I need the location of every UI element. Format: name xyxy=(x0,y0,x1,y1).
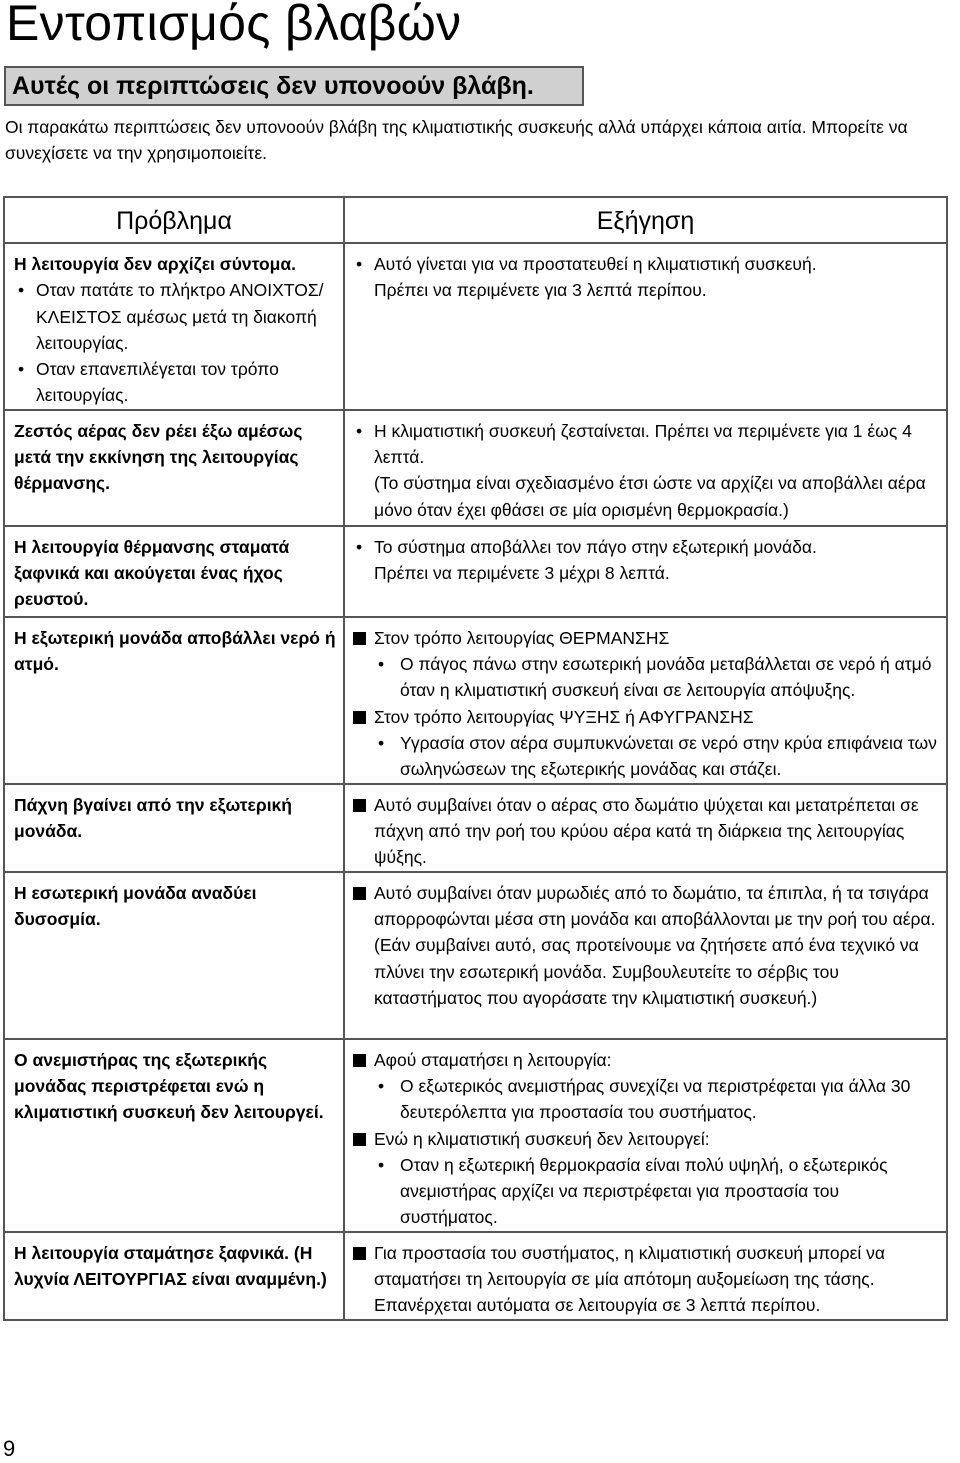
problem-text: Ζεστός αέρας δεν ρέει έξω αμέσως μετά την εκκίνηση της λειτουργίας θέρμανσης. xyxy=(14,420,303,494)
square-bullet-icon xyxy=(353,1054,366,1067)
explanation-bullet: • Το σύστημα αποβάλλει τον πάγο στην εξωτερική μονάδα. xyxy=(352,534,940,560)
problem-text: Ο ανεμιστήρας της εξωτερικής μονάδας περιστρέφεται ενώ η κλιματιστική συσκευή δεν λειτουργεί. xyxy=(14,1049,324,1123)
explanation-sub-bullet: • Ο πάγος πάνω στην εσωτερική μονάδα μεταβάλλεται σε νερό ή ατμό όταν η κλιματιστική συσκευή είναι σε λειτουργία απόψυξης. xyxy=(352,651,940,704)
problem-cell xyxy=(4,784,344,872)
problem-bullet: • Οταν επανεπιλέγεται τον τρόπο λειτουργίας. xyxy=(14,356,337,409)
square-bullet-icon xyxy=(353,711,366,724)
square-bullet-icon xyxy=(353,632,366,645)
explanation-bullet: • Η κλιματιστική συσκευή ζεσταίνεται. Πρέπει να περιμένετε για 1 έως 4 λεπτά. xyxy=(352,418,940,471)
problem-cell xyxy=(4,617,344,784)
explanation-section: Αφού σταματήσει η λειτουργία: xyxy=(352,1047,940,1073)
section-heading: Αυτές οι περιπτώσεις δεν υπονοούν βλάβη. xyxy=(4,66,584,106)
explanation-cell xyxy=(344,784,947,872)
table-header-row xyxy=(4,197,947,243)
explanation-section: Στον τρόπο λειτουργίας ΘΕΡΜΑΝΣΗΣ xyxy=(352,625,940,651)
troubleshooting-table xyxy=(3,196,948,1321)
problem-text: Η λειτουργία σταμάτησε ξαφνικά. (Η λυχνία ΛΕΙΤΟΥΡΓΙΑΣ είναι αναμμένη.) xyxy=(14,1242,327,1290)
problem-text: Πάχνη βγαίνει από την εξωτερική μονάδα. xyxy=(14,794,293,842)
intro-paragraph: Οι παρακάτω περιπτώσεις δεν υπονοούν βλάβη της κλιματιστικής συσκευής αλλά υπάρχει κάποια αιτία. Μπορείτε να συνεχίσετε να την χρησιμοποιείτε. xyxy=(5,117,908,163)
explanation-bullet: • Αυτό γίνεται για να προστατευθεί η κλιματιστική συσκευή. xyxy=(352,251,940,277)
explanation-section: Ενώ η κλιματιστική συσκευή δεν λειτουργεί: xyxy=(352,1126,940,1152)
table-row xyxy=(4,1039,947,1232)
table-row xyxy=(4,243,947,410)
explanation-cell xyxy=(344,872,947,1039)
explanation-text: (Εάν συμβαίνει αυτό, σας προτείνουμε να ζητήσετε από ένα τεχνικό να πλύνει την εσωτερική μονάδα. Συμβουλευτείτε το σέρβις του καταστήματος που αγοράσατε την κλιματιστική συσκευή.) xyxy=(374,935,919,1008)
bullet-icon: • xyxy=(378,1075,385,1096)
problem-cell xyxy=(4,243,344,410)
table-row xyxy=(4,872,947,1039)
explanation-sub-bullet: • Υγρασία στον αέρα συμπυκνώνεται σε νερό στην κρύα επιφάνεια των σωληνώσεων της εξωτερικής μονάδας και στάζει. xyxy=(352,730,940,783)
explanation-cell xyxy=(344,1039,947,1232)
explanation-cell xyxy=(344,243,947,410)
bullet-icon: • xyxy=(356,420,363,441)
bullet-icon: • xyxy=(378,732,385,753)
problem-cell xyxy=(4,1039,344,1232)
table-row xyxy=(4,1232,947,1320)
bullet-icon: • xyxy=(356,254,363,274)
problem-cell xyxy=(4,1232,344,1320)
bullet-icon: • xyxy=(18,359,25,380)
problem-cell xyxy=(4,872,344,1039)
header-problem: Πρόβλημα xyxy=(4,197,344,243)
explanation-cell xyxy=(344,526,947,617)
bullet-icon: • xyxy=(378,654,385,675)
problem-bullet: • Οταν πατάτε το πλήκτρο ΑΝΟΙΧΤΟΣ/ΚΛΕΙΣΤΟΣ αμέσως μετά τη διακοπή λειτουργίας. xyxy=(14,277,337,356)
explanation-cell xyxy=(344,1232,947,1320)
page-number: 9 xyxy=(3,1436,16,1461)
explanation-section: Για προστασία του συστήματος, η κλιματιστική συσκευή μπορεί να σταματήσει τη λειτουργία σε μία απότομη αυξομείωση της τάσης. Επανέρχεται αυτόματα σε λειτουργία σε 3 λεπτά περίπου. xyxy=(352,1240,940,1319)
bullet-icon: • xyxy=(378,1154,385,1175)
explanation-text: Πρέπει να περιμένετε 3 μέχρι 8 λεπτά. xyxy=(374,563,670,584)
explanation-text: (Το σύστημα είναι σχεδιασμένο έτσι ώστε να αρχίζει να αποβάλλει αέρα μόνο όταν έχει φθάσει σε μία ορισμένη θερμοκρασία.) xyxy=(374,473,926,520)
explanation-sub-bullet: • Ο εξωτερικός ανεμιστήρας συνεχίζει να περιστρέφεται για άλλα 30 δευτερόλεπτα για προστασία του συστήματος. xyxy=(352,1073,940,1126)
explanation-cell xyxy=(344,617,947,784)
square-bullet-icon xyxy=(353,1133,366,1146)
table-row xyxy=(4,410,947,526)
page-title: Εντοπισμός βλαβών xyxy=(6,0,462,51)
problem-cell xyxy=(4,526,344,617)
explanation-sub-bullet: • Οταν η εξωτερική θερμοκρασία είναι πολύ υψηλή, ο εξωτερικός ανεμιστήρας αρχίζει να περιστρέφεται για προστασία του συστήματος. xyxy=(352,1152,940,1231)
table-row xyxy=(4,617,947,784)
square-bullet-icon xyxy=(353,1247,366,1260)
problem-text: Η λειτουργία θέρμανσης σταματά ξαφνικά και ακούγεται ένας ήχος ρευστού. xyxy=(14,536,290,610)
table-row xyxy=(4,784,947,872)
problem-text: Η εσωτερική μονάδα αναδύει δυσοσμία. xyxy=(14,882,257,929)
explanation-text: Πρέπει να περιμένετε για 3 λεπτά περίπου. xyxy=(374,280,707,301)
problem-cell xyxy=(4,410,344,526)
bullet-icon: • xyxy=(18,280,25,301)
square-bullet-icon xyxy=(353,887,366,900)
square-bullet-icon xyxy=(353,799,366,812)
header-explanation: Εξήγηση xyxy=(344,197,947,243)
explanation-cell xyxy=(344,410,947,526)
explanation-section: Αυτό συμβαίνει όταν μυρωδιές από το δωμάτιο, τα έπιπλα, ή τα τσιγάρα απορροφώνται μέσα στη μονάδα και αποβάλλονται με την ροή του αέρα. xyxy=(352,880,940,933)
explanation-section: Στον τρόπο λειτουργίας ΨΥΞΗΣ ή ΑΦΥΓΡΑΝΣΗΣ xyxy=(352,704,940,730)
problem-text: Η λειτουργία δεν αρχίζει σύντομα. xyxy=(14,254,296,274)
problem-text: Η εξωτερική μονάδα αποβάλλει νερό ή ατμό. xyxy=(14,627,336,675)
table-row xyxy=(4,526,947,617)
explanation-section: Αυτό συμβαίνει όταν ο αέρας στο δωμάτιο ψύχεται και μετατρέπεται σε πάχνη από την ροή του κρύου αέρα κατά τη διάρκεια της λειτουργίας ψύξης. xyxy=(352,792,940,871)
bullet-icon: • xyxy=(356,536,363,557)
